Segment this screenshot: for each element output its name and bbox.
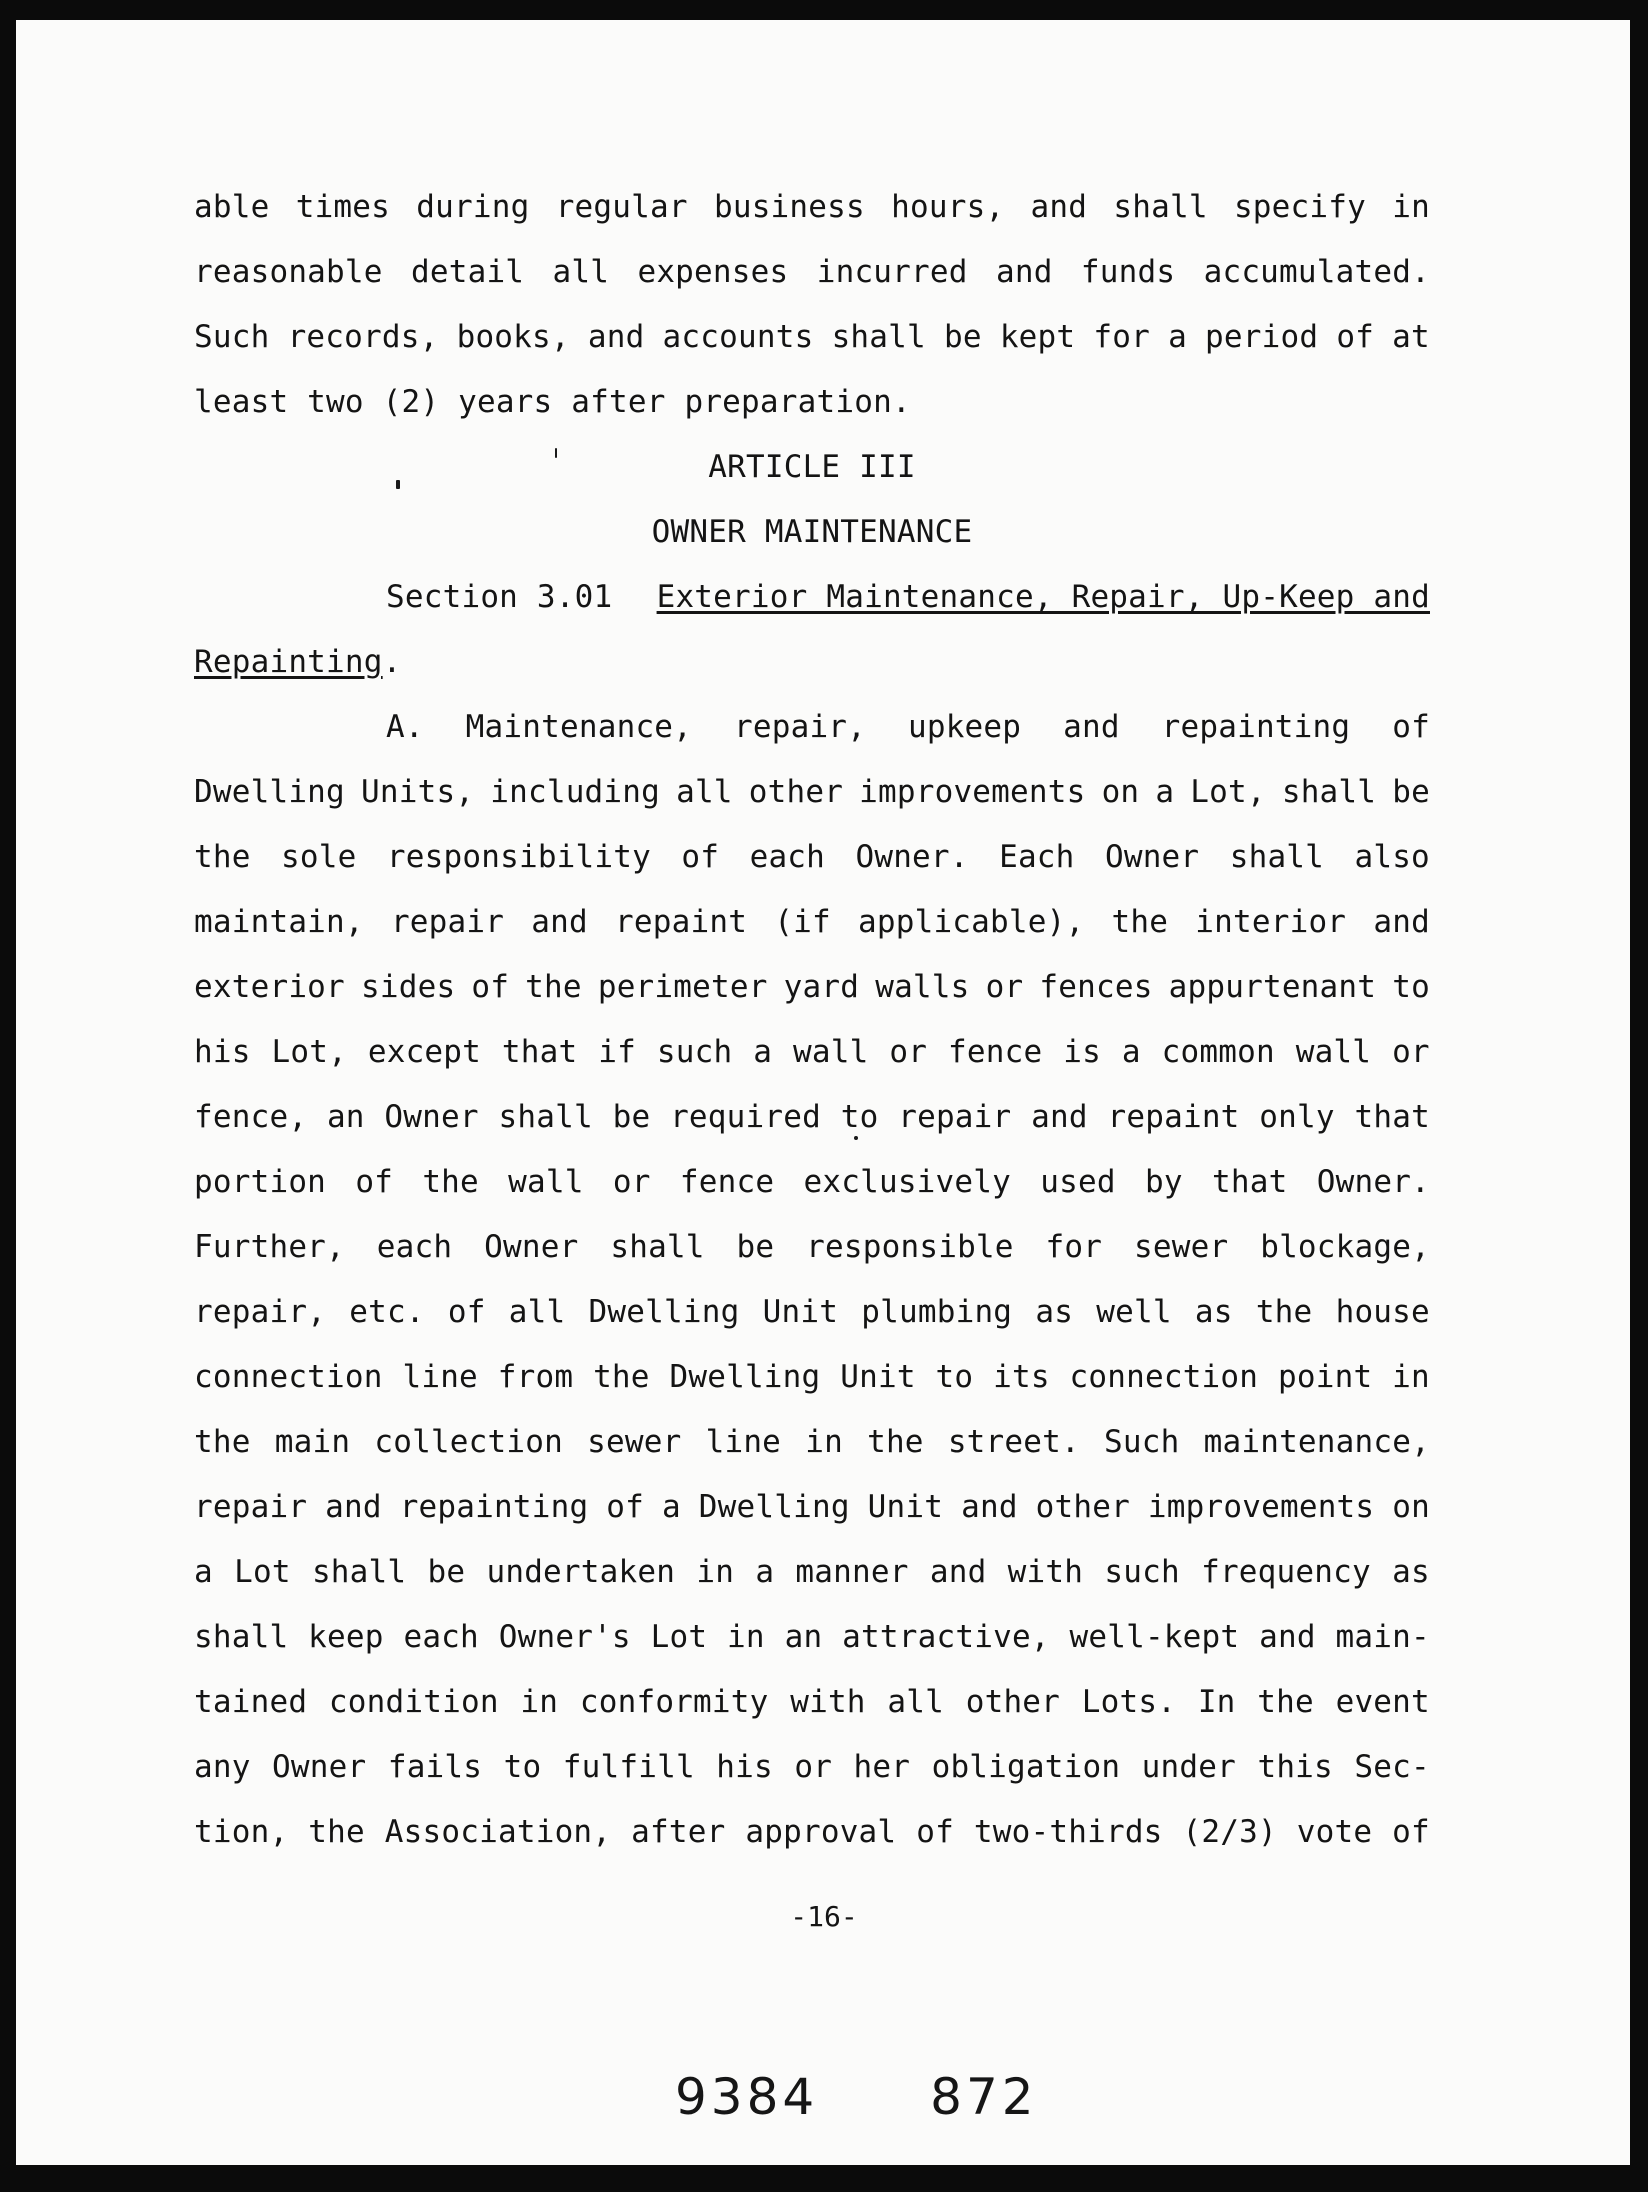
word: funds [1080, 254, 1176, 290]
word: Sec- [1354, 1749, 1430, 1785]
para-a-line [194, 1020, 1430, 1085]
word: with [790, 1684, 866, 1720]
word: shall [610, 1229, 705, 1265]
word: all [887, 1684, 944, 1720]
word: able [194, 189, 270, 225]
word: be [427, 1554, 466, 1590]
word: this [1257, 1749, 1333, 1785]
word: responsible [806, 1229, 1014, 1265]
word: shall [311, 1554, 407, 1590]
word: repair [390, 904, 505, 940]
word: or [889, 1034, 928, 1070]
word: upkeep [907, 709, 1022, 745]
word: well [1096, 1294, 1172, 1330]
word: other [1035, 1489, 1130, 1525]
word: an [326, 1099, 365, 1135]
word: Such [194, 319, 270, 355]
word: of [681, 839, 720, 875]
word: shall [831, 319, 926, 355]
word: with [1007, 1554, 1084, 1590]
word: shall [1281, 774, 1377, 810]
word: wall [508, 1164, 584, 1200]
word: approval [745, 1814, 897, 1850]
word: of [471, 969, 510, 1005]
word: the [194, 839, 251, 875]
word: event [1335, 1684, 1430, 1720]
section-heading [194, 565, 1430, 630]
word: hours, [891, 189, 1005, 225]
word: a [1121, 1034, 1141, 1070]
word: times [295, 189, 391, 225]
para-a-line [194, 1345, 1430, 1410]
word: conformity [579, 1684, 769, 1720]
para-a-body [194, 760, 1430, 1865]
word: fence [948, 1034, 1043, 1070]
word: perimeter [597, 969, 768, 1005]
word: Units, [360, 774, 475, 810]
word: a [661, 1489, 681, 1525]
word: main [274, 1424, 351, 1460]
word: sides [360, 969, 456, 1005]
word: expenses [637, 254, 789, 290]
word: of [1392, 1814, 1430, 1850]
word: each [403, 1619, 479, 1655]
word: the [1255, 1294, 1313, 1330]
word: any [194, 1749, 251, 1785]
para-a-line [194, 760, 1430, 825]
word: shall [194, 1619, 289, 1655]
word: other [748, 774, 844, 810]
word: wall [793, 1034, 869, 1070]
section-title-end: . [382, 644, 402, 680]
word: repair, [733, 709, 867, 745]
word: of [1392, 709, 1430, 745]
word: Dwelling [194, 774, 345, 810]
word: to [503, 1749, 542, 1785]
word: vote [1296, 1814, 1373, 1850]
word: repaint [1107, 1099, 1240, 1135]
word: Such [1104, 1424, 1180, 1460]
word: as [1035, 1294, 1074, 1330]
word: in [805, 1424, 843, 1460]
word: (2/3) [1182, 1814, 1277, 1850]
word: the [422, 1164, 479, 1200]
section-title-part2: Repainting [194, 644, 383, 680]
word: its [993, 1359, 1050, 1395]
word: common [1161, 1034, 1275, 1070]
word: etc. [349, 1294, 425, 1330]
word: be [736, 1229, 775, 1265]
word: be [943, 319, 982, 355]
word: a [194, 1554, 213, 1590]
para-a-line [194, 1475, 1430, 1540]
para-a-line [194, 1215, 1430, 1280]
word: from [497, 1359, 574, 1395]
word: Association, [384, 1814, 612, 1850]
word: Owner [484, 1229, 579, 1265]
word: fence, [194, 1099, 308, 1135]
word: her [853, 1749, 911, 1785]
word: maintain, [194, 904, 364, 940]
word: manner [795, 1554, 909, 1590]
word: that [1354, 1099, 1430, 1135]
word: condition [328, 1684, 499, 1720]
word: and [1030, 189, 1088, 225]
para-a-line [194, 1280, 1430, 1345]
word: the [194, 1424, 251, 1460]
word: under [1141, 1749, 1236, 1785]
word: in [520, 1684, 559, 1720]
word: and [929, 1554, 987, 1590]
word: connection [1069, 1359, 1259, 1395]
word: by [1145, 1164, 1183, 1200]
word: house [1335, 1294, 1430, 1330]
word: tained [194, 1684, 308, 1720]
word: attractive, [842, 1619, 1050, 1655]
word: improvements [859, 774, 1086, 810]
word: on [1392, 1489, 1430, 1525]
word: of [1336, 319, 1375, 355]
word: for [1093, 319, 1150, 355]
word: the [593, 1359, 650, 1395]
word: and [531, 904, 588, 940]
word: used [1040, 1164, 1116, 1200]
word: obligation [931, 1749, 1121, 1785]
para-a-first-line [194, 695, 1430, 760]
word: if [598, 1034, 637, 1070]
word: Dwelling [698, 1489, 850, 1525]
word: sewer [587, 1424, 682, 1460]
word: line [705, 1424, 782, 1460]
word: of [355, 1164, 394, 1200]
word: and [961, 1489, 1018, 1525]
word: during [416, 189, 530, 225]
word: including [490, 774, 661, 810]
word: appurtenant [1168, 969, 1377, 1005]
word: or [985, 969, 1024, 1005]
word: Unit [762, 1294, 839, 1330]
word: and [1063, 709, 1120, 745]
word: accumulated. [1203, 254, 1430, 290]
word: fails [387, 1749, 483, 1785]
word: Dwelling [669, 1359, 821, 1395]
para-a-line [194, 1605, 1430, 1670]
word: main- [1335, 1619, 1430, 1655]
para-a-line [194, 1150, 1430, 1215]
word: two-thirds [973, 1814, 1163, 1850]
word: business [713, 189, 865, 225]
word: shall [1229, 839, 1325, 875]
word: as [1194, 1294, 1233, 1330]
word: books, [456, 319, 570, 355]
word: and [995, 254, 1053, 290]
para-a-line [194, 1540, 1430, 1605]
word: Dwelling [588, 1294, 740, 1330]
para-a-line [194, 1410, 1430, 1475]
word: Lot [650, 1619, 708, 1655]
word: detail [410, 254, 525, 290]
word: accounts [662, 319, 814, 355]
word: be [1392, 774, 1430, 810]
word: blockage, [1260, 1229, 1430, 1265]
word: and [587, 319, 645, 355]
word: wall [1295, 1034, 1372, 1070]
word: or [612, 1164, 651, 1200]
word: specify [1233, 189, 1366, 225]
word: portion [194, 1164, 327, 1200]
word: only [1259, 1099, 1335, 1135]
word: such [1104, 1554, 1180, 1590]
word: fences [1039, 969, 1153, 1005]
word: his [194, 1034, 251, 1070]
word: to [1392, 969, 1430, 1005]
word: each [376, 1229, 453, 1265]
word: or [1392, 1034, 1430, 1070]
word: the [525, 969, 582, 1005]
word: a [755, 1554, 775, 1590]
word: exclusively [803, 1164, 1011, 1200]
word: or [794, 1749, 833, 1785]
word: undertaken [486, 1554, 676, 1590]
word: repair [194, 1489, 308, 1525]
word: and [1373, 904, 1430, 940]
word: street. [947, 1424, 1080, 1460]
word: Owner [1104, 839, 1200, 875]
text-line-1 [194, 175, 1430, 240]
word: point [1277, 1359, 1373, 1395]
article-heading: ARTICLE III [708, 449, 916, 485]
word: Unit [867, 1489, 944, 1525]
page-number: -16- [790, 1900, 858, 1933]
word: other [965, 1684, 1061, 1720]
word: tion, [194, 1814, 289, 1850]
section-label: Section 3.01 [386, 579, 613, 615]
word: a [1155, 774, 1175, 810]
word: Lots. [1081, 1684, 1177, 1720]
word: except [367, 1034, 482, 1070]
word: Owner. [1316, 1164, 1430, 1200]
word: that [1212, 1164, 1288, 1200]
word: also [1354, 839, 1430, 875]
word: improvements [1147, 1489, 1375, 1525]
word: Each [999, 839, 1075, 875]
word: of [447, 1294, 486, 1330]
word: to [840, 1099, 879, 1135]
word: frequency [1201, 1554, 1371, 1590]
word: Lot, [1190, 774, 1266, 810]
word: all [508, 1294, 566, 1330]
para-a-line [194, 955, 1430, 1020]
word: walls [875, 969, 970, 1005]
word: fulfill [562, 1749, 695, 1785]
stamp-page-number: 872 [930, 2068, 1038, 2126]
word: keep [308, 1619, 384, 1655]
word: yard [783, 969, 860, 1005]
para-a-line [194, 1085, 1430, 1150]
text-line-4: least two (2) years after preparation. [194, 384, 911, 420]
word: his [716, 1749, 773, 1785]
word: Lot [234, 1554, 291, 1590]
para-a-line [194, 1800, 1430, 1865]
word: shall [1113, 189, 1208, 225]
word: interior [1195, 904, 1347, 940]
word: an [784, 1619, 823, 1655]
para-a-line [194, 1670, 1430, 1735]
word: reasonable [194, 254, 383, 290]
word: kept [999, 319, 1076, 355]
word: be [612, 1099, 651, 1135]
word: repainting [1161, 709, 1351, 745]
word: responsibility [386, 839, 651, 875]
recording-stamp [675, 2068, 1038, 2126]
word: repaint [615, 904, 748, 940]
word: (if [774, 904, 831, 940]
word: Unit [840, 1359, 916, 1395]
word: and [325, 1489, 382, 1525]
word: such [656, 1034, 733, 1070]
word: at [1392, 319, 1430, 355]
word: the [1257, 1684, 1314, 1720]
word: Owner [272, 1749, 367, 1785]
word: Further, [194, 1229, 345, 1265]
word: in [727, 1619, 765, 1655]
word: of [916, 1814, 954, 1850]
word: regular [555, 189, 688, 225]
word: records, [287, 319, 439, 355]
word: sewer [1134, 1229, 1229, 1265]
word: on [1101, 774, 1140, 810]
word: a [753, 1034, 773, 1070]
word: shall [498, 1099, 593, 1135]
word: as [1392, 1554, 1430, 1590]
word: in [1392, 1359, 1430, 1395]
word: in [1392, 189, 1430, 225]
word: fence [679, 1164, 775, 1200]
word: for [1045, 1229, 1103, 1265]
word: after [631, 1814, 726, 1850]
word: a [1168, 319, 1187, 355]
word: incurred [816, 254, 968, 290]
word: exterior [194, 969, 345, 1005]
word: in [696, 1554, 735, 1590]
word: is [1063, 1034, 1101, 1070]
word: required [670, 1099, 821, 1135]
article-title: OWNER MAINTENANCE [651, 514, 973, 550]
word: the [1111, 904, 1169, 940]
word: repair, [194, 1294, 327, 1330]
document-body [194, 175, 1430, 1865]
word: Owner's [498, 1619, 631, 1655]
word: Lot, [271, 1034, 347, 1070]
word: In [1197, 1684, 1236, 1720]
word: and [1031, 1099, 1088, 1135]
section-title-part1: Exterior Maintenance, Repair, Up-Keep and [656, 579, 1430, 615]
section-heading-cont [194, 630, 1430, 695]
para-a-label: A. [386, 709, 424, 745]
text-line-3 [194, 305, 1430, 370]
word: Owner. [855, 839, 969, 875]
word: the [308, 1814, 365, 1850]
word: that [501, 1034, 578, 1070]
text-line-2 [194, 240, 1430, 305]
word: the [867, 1424, 924, 1460]
stamp-book-number: 9384 [675, 2068, 819, 2126]
word: line [402, 1359, 478, 1395]
word: connection [194, 1359, 383, 1395]
word: maintenance, [1203, 1424, 1430, 1460]
word: collection [374, 1424, 563, 1460]
word: all [552, 254, 610, 290]
word: plumbing [861, 1294, 1013, 1330]
word: well-kept [1069, 1619, 1240, 1655]
word: Owner [384, 1099, 479, 1135]
para-a-line [194, 1735, 1430, 1800]
para-a-line [194, 825, 1430, 890]
word: each [749, 839, 826, 875]
word: of [606, 1489, 645, 1525]
word: and [1259, 1619, 1316, 1655]
word: period [1205, 319, 1319, 355]
word: sole [281, 839, 357, 875]
para-a-line [194, 890, 1430, 955]
word: repainting [399, 1489, 589, 1525]
word: to [935, 1359, 974, 1395]
word: applicable), [857, 904, 1085, 940]
word: all [676, 774, 733, 810]
word: repair [898, 1099, 1012, 1135]
word: Maintenance, [465, 709, 693, 745]
